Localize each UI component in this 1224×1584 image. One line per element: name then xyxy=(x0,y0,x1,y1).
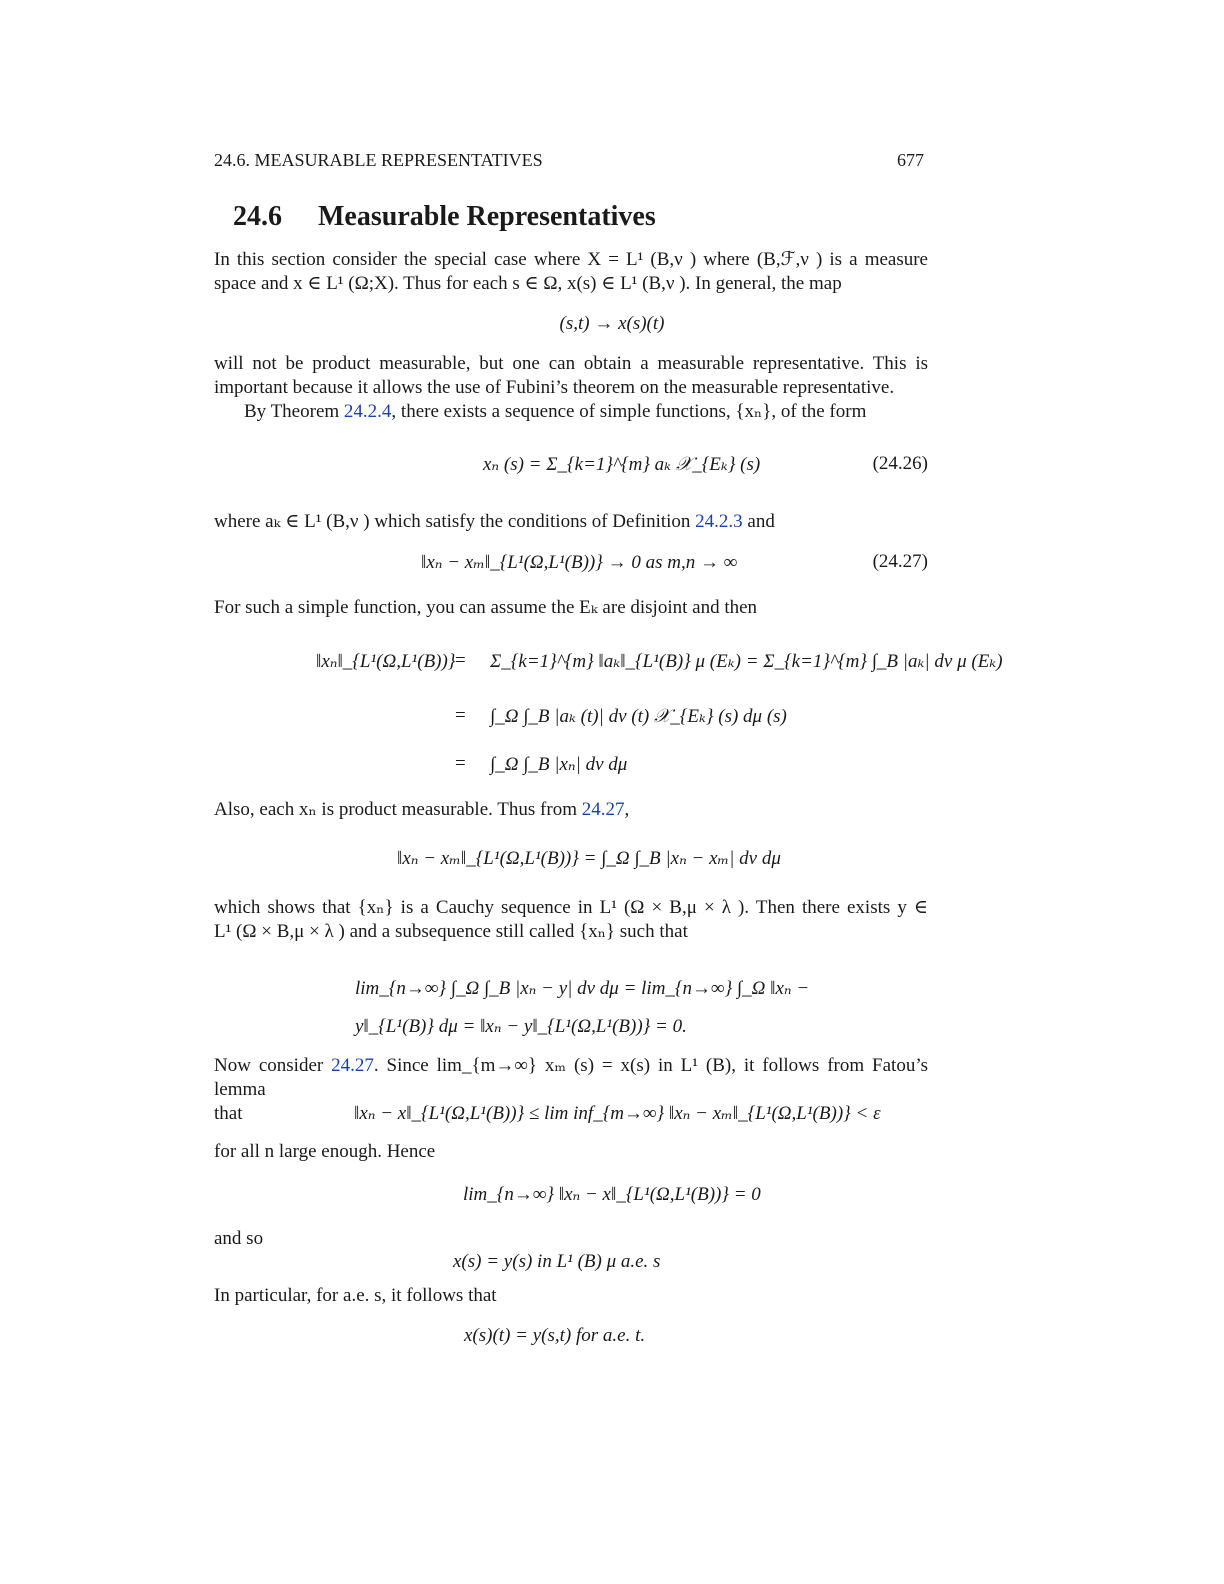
section-heading xyxy=(233,201,656,233)
equation-limit-x: lim_{n→∞} ‖xₙ − x‖_{L¹(Ω,L¹(B))} = 0 xyxy=(463,1184,761,1205)
paragraph-product-measurable xyxy=(214,352,928,400)
align-equals-2: = xyxy=(455,705,466,726)
equation-24-26: xₙ (s) = Σ_{k=1}^{m} aₖ 𝒳_{Eₖ} (s) xyxy=(483,454,761,475)
equation-map: (s,t) → x(s)(t) xyxy=(559,313,665,334)
section-number: 24.6 xyxy=(233,201,282,232)
paragraph-in-particular: In particular, for a.e. s, it follows that xyxy=(214,1285,497,1306)
page-number: 677 xyxy=(897,150,924,170)
equation-label-24-27: (24.27) xyxy=(872,551,928,572)
text-span: where aₖ ∈ L¹ (B,ν ) which satisfy the conditions of Definition xyxy=(214,511,696,532)
text-span: and xyxy=(742,511,775,532)
text-line: that xyxy=(214,1103,243,1124)
paragraph-and-so: and so xyxy=(214,1228,264,1249)
align-row-3: ∫_Ω ∫_B |xₙ| dν dμ xyxy=(490,754,628,775)
text-line: important because it allows the use of Fubini’s theorem on the measurable representative. xyxy=(214,377,895,398)
text-span: . Since lim_{m→∞} xₘ (s) = x(s) in L¹ (B), it follows from Fatou’s lemma xyxy=(214,1055,928,1100)
text-span: , there exists a sequence of simple functions, {xₙ}, of the form xyxy=(391,401,867,422)
paragraph-also xyxy=(214,798,629,822)
text-span: Now consider xyxy=(214,1055,332,1076)
running-title: 24.6. MEASURABLE REPRESENTATIVES xyxy=(214,150,543,170)
text-line: will not be product measurable, but one can obtain a measurable representative. This is xyxy=(214,353,928,374)
align-lhs: ‖xₙ‖_{L¹(Ω,L¹(B))} xyxy=(316,651,456,672)
align-row-1: Σ_{k=1}^{m} ‖aₖ‖_{L¹(B)} μ (Eₖ) = Σ_{k=1}^{m} ∫_B |aₖ| dν μ (Eₖ) xyxy=(490,651,1003,672)
text-span: By Theorem xyxy=(244,401,344,422)
paragraph-cauchy xyxy=(214,896,928,944)
align-equals-3: = xyxy=(455,753,466,774)
section-title: Measurable Representatives xyxy=(318,201,656,232)
paragraph-disjoint: For such a simple function, you can assume the Eₖ are disjoint and then xyxy=(214,597,758,618)
text-line xyxy=(214,1054,928,1102)
equation-ae-s: x(s) = y(s) in L¹ (B) μ a.e. s xyxy=(453,1251,661,1272)
paragraph-definition xyxy=(214,510,775,534)
equation-limit-y: lim_{n→∞} ∫_Ω ∫_B |xₙ − y| dν dμ = lim_{n→∞} ∫_Ω ‖xₙ − y‖_{L¹(B)} dμ = ‖xₙ − y‖_{L¹(Ω,L¹(B))} = 0. xyxy=(355,978,810,1037)
equation-fatou: ‖xₙ − x‖_{L¹(Ω,L¹(B))} ≤ lim inf_{m→∞} ‖xₙ − xₘ‖_{L¹(Ω,L¹(B))} < ε xyxy=(354,1103,881,1124)
text-line: L¹ (Ω × B,μ × λ ) and a subsequence still called {xₙ} such that xyxy=(214,921,688,942)
equation-label-24-26: (24.26) xyxy=(872,453,928,474)
theorem-link[interactable]: 24.2.4 xyxy=(343,401,392,422)
equation-ae-t: x(s)(t) = y(s,t) for a.e. t. xyxy=(464,1325,646,1346)
paragraph-large-n: for all n large enough. Hence xyxy=(214,1141,436,1162)
equation-link[interactable]: 24.27 xyxy=(331,1055,374,1076)
align-row-2: ∫_Ω ∫_B |aₖ (t)| dν (t) 𝒳_{Eₖ} (s) dμ (s) xyxy=(490,706,787,727)
text-span: Also, each xₙ is product measurable. Thus from xyxy=(214,799,582,820)
paragraph-intro xyxy=(214,248,928,296)
equation-link[interactable]: 24.27 xyxy=(581,799,625,820)
text-span: , xyxy=(624,799,630,820)
align-equals-1: = xyxy=(455,650,466,671)
text-line: space and x ∈ L¹ (Ω;X). Thus for each s ∈ Ω, x(s) ∈ L¹ (B,ν ). In general, the map xyxy=(214,273,842,294)
equation-24-27: ‖xₙ − xₘ‖_{L¹(Ω,L¹(B))} → 0 as m,n → ∞ xyxy=(421,552,738,573)
text-line: In this section consider the special case where X = L¹ (B,ν ) where (B,ℱ,ν ) is a measure xyxy=(214,249,928,270)
equation-cauchy: ‖xₙ − xₘ‖_{L¹(Ω,L¹(B))} = ∫_Ω ∫_B |xₙ − xₘ| dν dμ xyxy=(397,848,781,869)
definition-link[interactable]: 24.2.3 xyxy=(695,511,743,532)
text-line: which shows that {xₙ} is a Cauchy sequence in L¹ (Ω × B,μ × λ ). Then there exists y ∈ xyxy=(214,897,928,918)
paragraph-theorem xyxy=(244,400,866,424)
